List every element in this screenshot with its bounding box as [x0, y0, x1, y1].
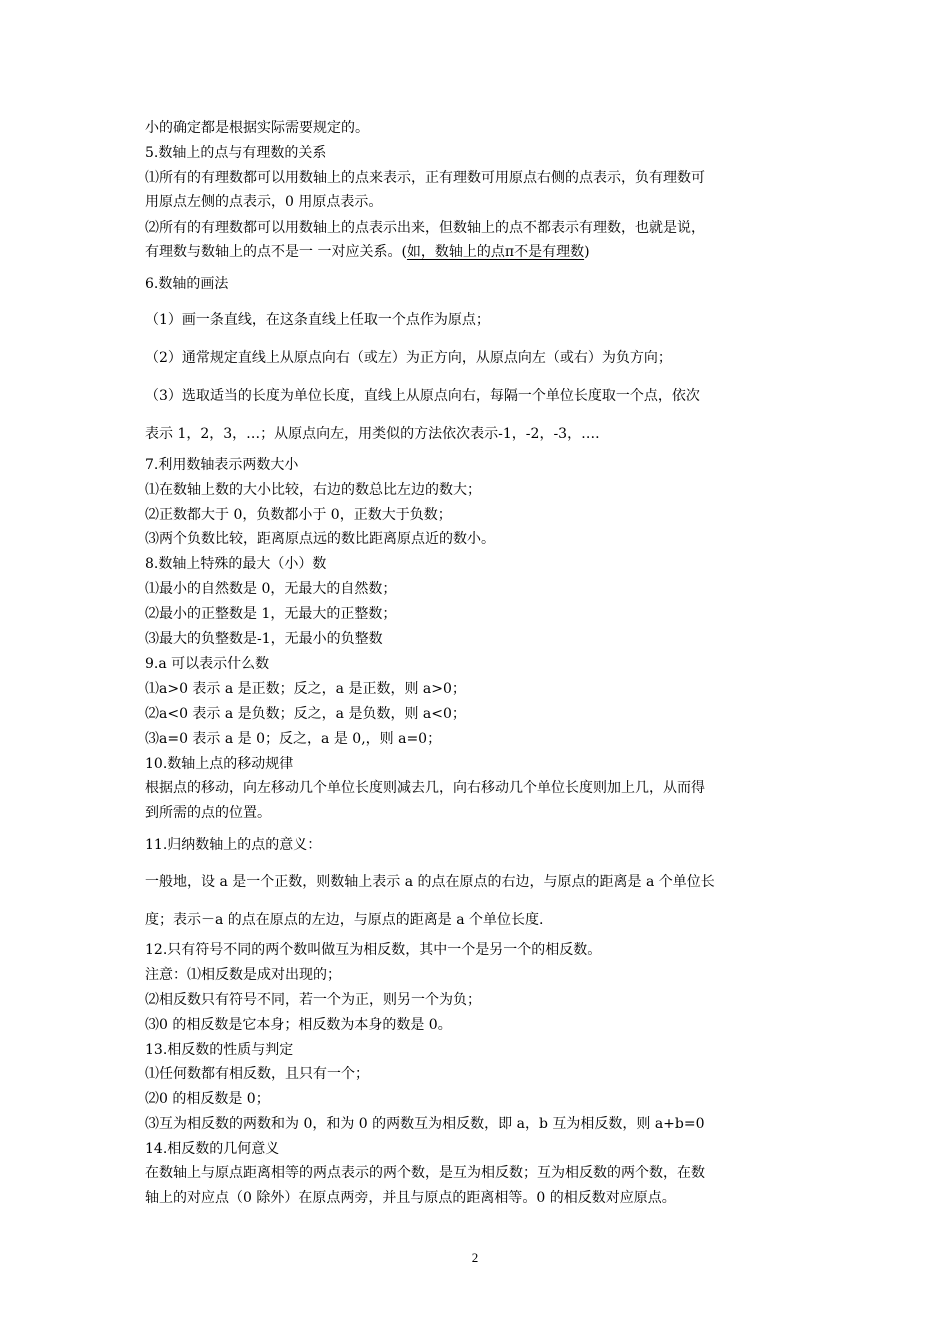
text-line-13-2: ⑵0 的相反数是 0； [145, 1091, 270, 1107]
text-line-10b: 到所需的点的位置。 [145, 805, 271, 821]
text-line-8-3: ⑶最大的负整数是-1，无最小的负整数 [145, 631, 383, 647]
text-line-9-3: ⑶a=0 表示 a 是 0；反之，a 是 0,，则 a=0； [145, 731, 442, 747]
text-line-6-1: （1）画一条直线，在这条直线上任取一个点作为原点； [145, 312, 490, 328]
section-heading-13: 13.相反数的性质与判定 [145, 1042, 294, 1058]
text-line-14a: 在数轴上与原点距离相等的两点表示的两个数，是互为相反数；互为相反数的两个数，在数 [145, 1165, 705, 1181]
section-heading-14: 14.相反数的几何意义 [145, 1141, 280, 1157]
section-heading-12: 12.只有符号不同的两个数叫做互为相反数，其中一个是另一个的相反数。 [145, 942, 602, 958]
text-line-6-2: （2）通常规定直线上从原点向右（或左）为正方向，从原点向左（或右）为负方向； [145, 350, 672, 366]
text-line-5-2a: ⑵所有的有理数都可以用数轴上的点表示出来，但数轴上的点不都表示有理数，也就是说， [145, 220, 705, 236]
section-heading-6: 6.数轴的画法 [145, 276, 229, 292]
text-line-14b: 轴上的对应点（0 除外）在原点两旁，并且与原点的距离相等。0 的相反数对应原点。 [145, 1190, 676, 1206]
text-segment-before: 有理数与数轴上的点不是一 一对应关系。( [145, 244, 407, 260]
section-heading-8: 8.数轴上特殊的最大（小）数 [145, 556, 327, 572]
text-line-8-2: ⑵最小的正整数是 1，无最大的正整数； [145, 606, 397, 622]
text-line-6-3b: 表示 1，2，3，…；从原点向左，用类似的方法依次表示-1，-2，-3，…. [145, 426, 600, 442]
text-line-8-1: ⑴最小的自然数是 0，无最大的自然数； [145, 581, 397, 597]
section-heading-10: 10.数轴上点的移动规律 [145, 756, 294, 772]
text-line-12-2: ⑵相反数只有符号不同，若一个为正，则另一个为负； [145, 992, 481, 1008]
text-line-5-1b: 用原点左侧的点表示，0 用原点表示。 [145, 194, 383, 210]
text-line-9-1: ⑴a>0 表示 a 是正数；反之，a 是正数，则 a>0； [145, 681, 466, 697]
page-number: 2 [471, 1250, 479, 1265]
section-heading-11: 11.归纳数轴上的点的意义： [145, 837, 322, 853]
text-segment-after: ) [584, 244, 590, 260]
text-line-7-2: ⑵正数都大于 0，负数都小于 0，正数大于负数； [145, 507, 452, 523]
text-line-13-3: ⑶互为相反数的两数和为 0，和为 0 的两数互为相反数，即 a，b 互为相反数，则 a+b=0 [145, 1116, 705, 1132]
text-line-10a: 根据点的移动，向左移动几个单位长度则减去几，向右移动几个单位长度则加上几，从而得 [145, 780, 705, 796]
text-line-13-1: ⑴任何数都有相反数，且只有一个； [145, 1066, 369, 1082]
text-line-9-2: ⑵a<0 表示 a 是负数；反之，a 是负数，则 a<0； [145, 706, 466, 722]
section-heading-9: 9.a 可以表示什么数 [145, 656, 270, 672]
text-line-5-1a: ⑴所有的有理数都可以用数轴上的点来表示，正有理数可用原点右侧的点表示，负有理数可 [145, 170, 705, 186]
text-line-5-2b [145, 242, 815, 262]
text-line-1: 小的确定都是根据实际需要规定的。 [145, 120, 369, 136]
text-line-12-1: 注意：⑴相反数是成对出现的； [145, 967, 341, 983]
section-heading-7: 7.利用数轴表示两数大小 [145, 457, 299, 473]
text-line-6-3a: （3）选取适当的长度为单位长度，直线上从原点向右，每隔一个单位长度取一个点，依次 [145, 388, 700, 404]
text-line-12-3: ⑶0 的相反数是它本身；相反数为本身的数是 0。 [145, 1017, 452, 1033]
text-line-11b: 度；表示－a 的点在原点的左边，与原点的距离是 a 个单位长度. [145, 912, 544, 928]
text-line-7-1: ⑴在数轴上数的大小比较，右边的数总比左边的数大； [145, 482, 481, 498]
text-line-7-3: ⑶两个负数比较，距离原点远的数比距离原点近的数小。 [145, 531, 495, 547]
text-line-11a: 一般地，设 a 是一个正数，则数轴上表示 a 的点在原点的右边，与原点的距离是 a 个单位长 [145, 874, 715, 890]
underlined-example: 如，数轴上的点π不是有理数 [406, 244, 585, 260]
section-heading-5: 5.数轴上的点与有理数的关系 [145, 145, 327, 161]
